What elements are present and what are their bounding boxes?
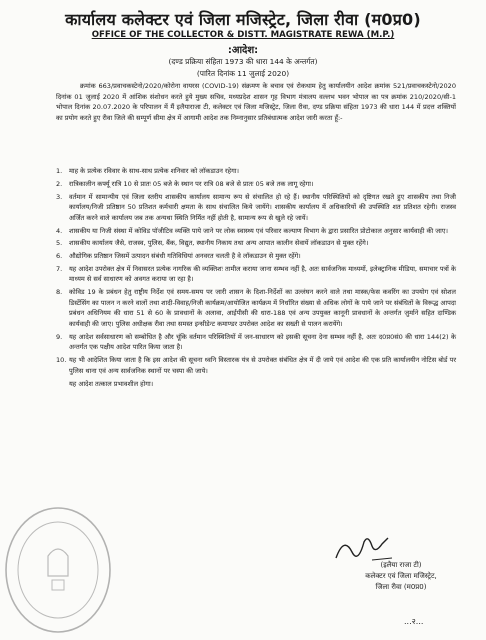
- order-item: [56, 226, 456, 237]
- signatory-designation: कलेक्टर एवं जिला मजिस्ट्रेट,: [365, 572, 437, 580]
- item-text: रात्रिकालीन कर्फ्यू रात्रि 10 से प्रातः 05 बजे के स्थान पर रात्रि 08 बजे से प्रातः 05 बजे तक लागू रहेगा।: [69, 179, 314, 188]
- signature-block: [326, 560, 476, 593]
- signatory-name: (इलैया राजा टी): [380, 561, 422, 569]
- passed-date-line: (पारित दिनांक 11 जुलाई 2020): [196, 69, 290, 78]
- order-item: [56, 192, 456, 224]
- item-number: 5.: [56, 239, 63, 248]
- item-text: यह आदेश सर्वसाधारण को सम्बोधित है और चूंकि वर्तमान परिस्थितियों में जन-साधारण को इसकी सूचना देना सम्भव नहीं है, अतः द0प्र0सं0 की धारा 144(2) के अन्तर्गत एक पक्षीय आदेश पारित किया जाता है।: [69, 332, 456, 352]
- item-text: माह के प्रत्येक रविवार के साथ-साथ प्रत्येक शनिवार को लॉकडाउन रहेगा।: [69, 167, 239, 175]
- item-text: यह आदेश उपरोक्त क्षेत्र में निवासरत प्रत्येक नागरिक की व्यक्तिशः तामील कराया जाना सम्भव नहीं है, अतः सार्वजनिक माध्यमों, इलेक्ट्रानिक मीडिया, समाचार पत्रों के माध्यम से सर्व साधारण को अवगत कराया जा रहा है।: [69, 264, 456, 284]
- item-text: वर्तमान में सामान्यीय एवं जिला स्तरीय शासकीय कार्यालय सामान्य रूप से संचालित हो रहे हैं। स्थानीय परिस्थितियों को दृष्टिगत रखते हुए शासकीय तथा निजी कार्यालय/निजी प्रतिष्ठान 50 प्रतिशत कर्मचारी क्षमता के साथ संचालित किये जायेंगे। शासकीय कार्यालय में अधिकारियों की उपस्थिति शत प्रतिशत रहेगी। राजस्व अर्जित करने वाले कार्यालय जब तक अन्यथा स्थिति निर्मित नहीं होती है, सामान्य रूप से खुले रहे जायें।: [69, 192, 456, 222]
- order-item: [56, 332, 456, 353]
- page-continuation-mark: ...२...: [404, 617, 424, 626]
- legal-section-line: (दण्ड प्रक्रिया संहिता 1973 की धारा 144 के अन्तर्गत): [168, 57, 318, 66]
- intro-paragraph: क्रमांक 663/प्रवाचकस्टेनो/2020/कोरोना वायरस (COVID-19) संक्रमण के बचाव एवं रोकथाम हेतु कार्यालयीन आदेश क्रमांक 521/प्रवाचकस्टेनो/2020 दिनांक 01 जुलाई 2020 में आंशिक संशोधन करते हुये मुख्य सचिव, मध्यप्रदेश शासन गृह विभाग मंत्रालय वल्लभ भवन भोपाल का पत्र क्रमांक 210/2020/सी-1 भोपाल दिनांक 20.07.2020 के परिपालन में मैं इलैयाराजा टी, कलेक्टर एवं जिला मजिस्ट्रेट, जिला रीवा, दण्ड प्रक्रिया संहिता 1973 की धारा 144 में प्रदत्त शक्तियों का प्रयोग करते हुए रीवा जिले की सम्पूर्ण सीमा क्षेत्र में आगामी आदेश तक निम्नानुसार प्रतिबंधात्मक आदेश जारी करता हूँ:-: [56, 82, 456, 122]
- item-number: 4.: [56, 226, 63, 235]
- office-title-english: OFFICE OF THE COLLECTOR & DISTT. MAGISTRATE REWA (M.P.): [91, 30, 395, 40]
- order-item: [56, 264, 456, 285]
- item-number: 7.: [56, 264, 63, 273]
- order-item: [56, 251, 456, 262]
- order-item: [56, 166, 456, 177]
- order-item: [56, 179, 456, 190]
- item-number: 10.: [56, 356, 67, 365]
- item-number: [56, 379, 69, 390]
- signatory-district: जिला रीवा (म0प्र0): [375, 583, 427, 591]
- order-heading: :आदेश:: [227, 45, 259, 56]
- item-number: 1.: [56, 167, 63, 175]
- item-number: 3.: [56, 192, 63, 201]
- item-text: शासकीय या निजी संस्था में कोविड पॉजीटिव व्यक्ति पाये जाने पर लोक स्वास्थ्य एवं परिवार कल्याण विभाग के द्वारा प्रसारित प्रोटोकाल अनुसार कार्यवाही की जाए।: [69, 226, 448, 235]
- item-number: 8.: [56, 288, 63, 297]
- item-text: कोविड 19 के प्रबंधन हेतु राष्ट्रीय निर्देश एवं समय-समय पर जारी शासन के दिशा-निर्देशों का उल्लंघन करने वाले तथा मास्क/फेस कवरिंग का उपयोग एवं सोशल डिस्टेंसिंग का पालन न करने वालों तथा शादी-विवाह/निजी कार्यक्रम/आयोजित कार्यक्रम में निर्धारित संख्या से अधिक लोगों के पाये जाने पर संबंधितों के विरूद्ध आपदा प्रबंधन अधिनियम की धारा 51 से 60 के प्रावधानों के अलावा, आईपीसी की धारा-188 एवं अन्य उपयुक्त कानूनी प्रावधानों के अन्तर्गत जुर्माने सहित दाण्डिक कार्यवाही की जाए। पुलिस अधीक्षक रीवा तथा समस्त इन्सीडेन्ट कमाण्डर उपरोक्त आदेश का सख्ती से पालन करायेंगे।: [69, 288, 456, 329]
- item-number: 9.: [56, 332, 63, 341]
- order-item: [56, 379, 456, 390]
- official-seal-stamp: [2, 490, 118, 640]
- order-item: [56, 238, 456, 249]
- order-items-list: [56, 166, 456, 391]
- item-number: 6.: [56, 252, 63, 261]
- item-text: यह आदेश तत्काल प्रभावशील होगा।: [69, 379, 154, 388]
- item-text: यह भी आदेशित किया जाता है कि इस आदेश की सूचना ध्वनि विस्तारक यंत्र से उपरोक्त संबंधित क्षेत्र में दी जाये एवं आदेश की एक प्रति कार्यालयीन नोटिस बोर्ड पर पुलिस थाना एवं अन्य सार्वजनिक स्थानों पर चस्पा की जाये।: [69, 356, 456, 375]
- order-item: [56, 287, 456, 329]
- office-title-hindi: कार्यालय कलेक्टर एवं जिला मजिस्ट्रेट, जिला रीवा (म0प्र0): [65, 10, 421, 29]
- item-text: शासकीय कार्यालय जैसे, राजस्व, पुलिस, बैंक, विद्युत, स्थानीय निकाय तथा अन्य आपात कालीन सेवायें लॉकडाउन से मुक्त रहेंगे।: [69, 239, 369, 248]
- item-text: औद्योगिक प्रतिष्ठान जिसमें उत्पादन संबंधी गतिविधियां अनवरत चलती है वे लॉकडाउन से मुक्त रहेंगे।: [69, 252, 301, 261]
- item-number: 2.: [56, 179, 63, 188]
- order-item: [56, 355, 456, 376]
